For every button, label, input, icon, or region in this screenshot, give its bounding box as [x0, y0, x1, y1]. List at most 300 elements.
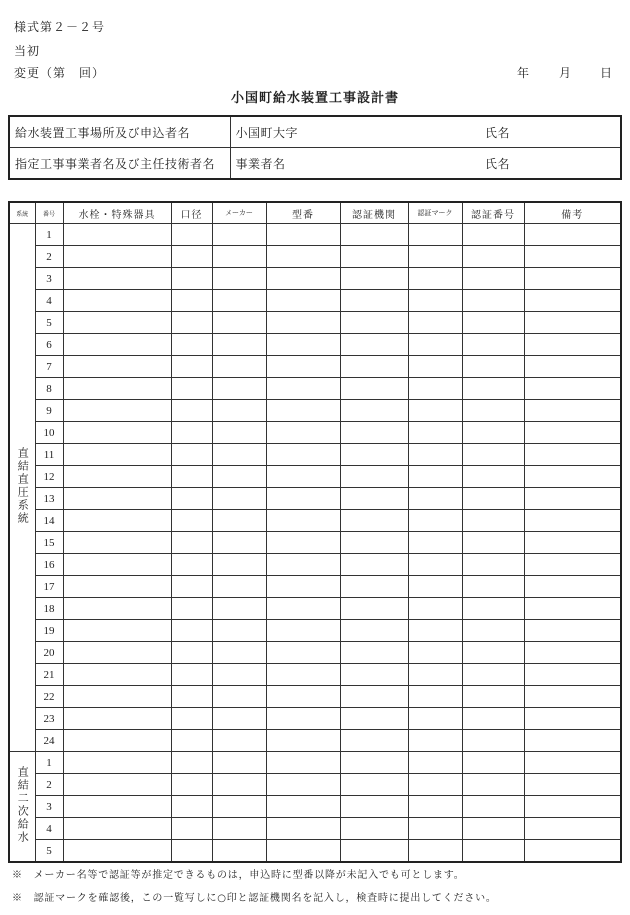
secondary-supply-system-label: 直結二次給水: [16, 766, 30, 844]
maker-cell[interactable]: [212, 642, 266, 664]
cert-number-cell[interactable]: [462, 532, 524, 554]
cert-body-cell[interactable]: [340, 312, 408, 334]
cert-mark-cell[interactable]: [408, 598, 462, 620]
cert-body-cell[interactable]: [340, 268, 408, 290]
col-header-model: 型番: [266, 202, 340, 224]
maker-cell[interactable]: [212, 818, 266, 840]
maker-cell[interactable]: [212, 466, 266, 488]
remarks-cell[interactable]: [524, 290, 621, 312]
cert-number-cell[interactable]: [462, 686, 524, 708]
cert-body-cell[interactable]: [340, 246, 408, 268]
fixture-cell[interactable]: [63, 642, 171, 664]
maker-cell[interactable]: [212, 840, 266, 863]
maker-cell[interactable]: [212, 312, 266, 334]
cert-body-cell[interactable]: [340, 224, 408, 246]
diameter-cell[interactable]: [171, 444, 212, 466]
direct-pressure-system-label: 直結直圧系統: [16, 447, 30, 525]
cert-body-cell[interactable]: [340, 488, 408, 510]
diameter-cell[interactable]: [171, 598, 212, 620]
remarks-cell[interactable]: [524, 664, 621, 686]
maker-cell[interactable]: [212, 664, 266, 686]
cert-mark-cell[interactable]: [408, 356, 462, 378]
maker-cell[interactable]: [212, 620, 266, 642]
remarks-cell[interactable]: [524, 246, 621, 268]
table-row: [9, 488, 621, 510]
model-cell[interactable]: [266, 400, 340, 422]
remarks-cell[interactable]: [524, 268, 621, 290]
cert-body-cell[interactable]: [340, 664, 408, 686]
cert-number-cell[interactable]: [462, 708, 524, 730]
cert-body-cell[interactable]: [340, 576, 408, 598]
cert-mark-cell[interactable]: [408, 312, 462, 334]
cert-number-cell[interactable]: [462, 598, 524, 620]
form-number: 様式第２－２号: [14, 20, 106, 34]
row-number: 6: [35, 334, 63, 356]
cert-body-cell[interactable]: [340, 642, 408, 664]
fixture-cell[interactable]: [63, 752, 171, 774]
row-number: 4: [35, 290, 63, 312]
model-cell[interactable]: [266, 576, 340, 598]
maker-cell[interactable]: [212, 708, 266, 730]
cert-mark-cell[interactable]: [408, 752, 462, 774]
table-row: [9, 312, 621, 334]
cert-number-cell[interactable]: [462, 796, 524, 818]
fixture-cell[interactable]: [63, 796, 171, 818]
table-row: [9, 642, 621, 664]
fixture-cell[interactable]: [63, 576, 171, 598]
row-number: 9: [35, 400, 63, 422]
remarks-cell[interactable]: [524, 466, 621, 488]
row-number: 11: [35, 444, 63, 466]
diameter-cell[interactable]: [171, 752, 212, 774]
table-row: [9, 840, 621, 863]
cert-body-cell[interactable]: [340, 752, 408, 774]
remarks-cell[interactable]: [524, 620, 621, 642]
maker-cell[interactable]: [212, 268, 266, 290]
cert-mark-cell[interactable]: [408, 730, 462, 752]
table-row: [9, 400, 621, 422]
table-row: [9, 224, 621, 246]
fixture-cell[interactable]: [63, 774, 171, 796]
model-cell[interactable]: [266, 554, 340, 576]
fixture-cell[interactable]: [63, 400, 171, 422]
model-cell[interactable]: [266, 708, 340, 730]
fixture-cell[interactable]: [63, 686, 171, 708]
table-row: [9, 532, 621, 554]
year-label: 年: [517, 66, 531, 80]
model-cell[interactable]: [266, 268, 340, 290]
month-label: 月: [559, 66, 573, 80]
fixture-cell[interactable]: [63, 312, 171, 334]
maker-cell[interactable]: [212, 510, 266, 532]
row-number: 4: [35, 818, 63, 840]
cert-mark-cell[interactable]: [408, 224, 462, 246]
cert-mark-cell[interactable]: [408, 642, 462, 664]
diameter-cell[interactable]: [171, 554, 212, 576]
cert-mark-cell[interactable]: [408, 400, 462, 422]
maker-cell[interactable]: [212, 598, 266, 620]
model-cell[interactable]: [266, 290, 340, 312]
col-header-cert-mark: 認証マーク: [408, 202, 462, 224]
maker-cell[interactable]: [212, 796, 266, 818]
cert-number-cell[interactable]: [462, 510, 524, 532]
model-cell[interactable]: [266, 642, 340, 664]
table-row: [9, 444, 621, 466]
cert-number-cell[interactable]: [462, 554, 524, 576]
cert-mark-cell[interactable]: [408, 334, 462, 356]
cert-number-cell[interactable]: [462, 268, 524, 290]
diameter-cell[interactable]: [171, 642, 212, 664]
model-cell[interactable]: [266, 664, 340, 686]
cert-number-cell[interactable]: [462, 752, 524, 774]
col-header-number: 番号: [35, 202, 63, 224]
diameter-cell[interactable]: [171, 510, 212, 532]
cert-number-cell[interactable]: [462, 818, 524, 840]
cert-number-cell[interactable]: [462, 334, 524, 356]
table-row: [9, 686, 621, 708]
table-row: [9, 422, 621, 444]
remarks-cell[interactable]: [524, 686, 621, 708]
cert-number-cell[interactable]: [462, 422, 524, 444]
diameter-cell[interactable]: [171, 488, 212, 510]
cert-mark-cell[interactable]: [408, 576, 462, 598]
model-cell[interactable]: [266, 532, 340, 554]
cert-number-cell[interactable]: [462, 224, 524, 246]
remarks-cell[interactable]: [524, 532, 621, 554]
fixture-cell[interactable]: [63, 422, 171, 444]
diameter-cell[interactable]: [171, 466, 212, 488]
cert-mark-cell[interactable]: [408, 532, 462, 554]
row-number: 13: [35, 488, 63, 510]
remarks-cell[interactable]: [524, 774, 621, 796]
diameter-cell[interactable]: [171, 422, 212, 444]
cert-body-cell[interactable]: [340, 730, 408, 752]
diameter-cell[interactable]: [171, 532, 212, 554]
remarks-cell[interactable]: [524, 356, 621, 378]
cert-body-cell[interactable]: [340, 598, 408, 620]
maker-cell[interactable]: [212, 730, 266, 752]
fixture-cell[interactable]: [63, 334, 171, 356]
model-cell[interactable]: [266, 422, 340, 444]
row-number: 1: [35, 224, 63, 246]
model-cell[interactable]: [266, 774, 340, 796]
row-number: 24: [35, 730, 63, 752]
cert-mark-cell[interactable]: [408, 488, 462, 510]
maker-cell[interactable]: [212, 774, 266, 796]
cert-mark-cell[interactable]: [408, 246, 462, 268]
remarks-cell[interactable]: [524, 642, 621, 664]
fixture-cell[interactable]: [63, 246, 171, 268]
fixture-cell[interactable]: [63, 290, 171, 312]
cert-mark-cell[interactable]: [408, 796, 462, 818]
col-header-remarks: 備考: [524, 202, 621, 224]
table-row: [9, 510, 621, 532]
site-address-field[interactable]: 小国町大字: [230, 116, 480, 148]
applicant-row: [9, 116, 621, 148]
diameter-cell[interactable]: [171, 356, 212, 378]
cert-body-cell[interactable]: [340, 774, 408, 796]
cert-number-cell[interactable]: [462, 488, 524, 510]
model-cell[interactable]: [266, 686, 340, 708]
model-cell[interactable]: [266, 312, 340, 334]
diameter-cell[interactable]: [171, 620, 212, 642]
cert-number-cell[interactable]: [462, 620, 524, 642]
cert-number-cell[interactable]: [462, 290, 524, 312]
fixture-cell[interactable]: [63, 840, 171, 863]
maker-cell[interactable]: [212, 532, 266, 554]
cert-number-cell[interactable]: [462, 466, 524, 488]
diameter-cell[interactable]: [171, 576, 212, 598]
cert-mark-cell[interactable]: [408, 268, 462, 290]
row-number: 15: [35, 532, 63, 554]
col-header-maker: メーカー: [212, 202, 266, 224]
table-row: [9, 356, 621, 378]
table-row: [9, 554, 621, 576]
diameter-cell[interactable]: [171, 312, 212, 334]
maker-cell[interactable]: [212, 488, 266, 510]
diameter-cell[interactable]: [171, 224, 212, 246]
row-number: 17: [35, 576, 63, 598]
applicant-name-field[interactable]: 氏名: [480, 116, 621, 148]
cert-mark-cell[interactable]: [408, 818, 462, 840]
cert-body-cell[interactable]: [340, 334, 408, 356]
row-number: 20: [35, 642, 63, 664]
diameter-cell[interactable]: [171, 774, 212, 796]
maker-cell[interactable]: [212, 576, 266, 598]
cert-body-cell[interactable]: [340, 290, 408, 312]
col-header-system: 系統: [9, 202, 35, 224]
remarks-cell[interactable]: [524, 554, 621, 576]
row-number: 3: [35, 796, 63, 818]
fixture-cell[interactable]: [63, 444, 171, 466]
remarks-cell[interactable]: [524, 598, 621, 620]
contractor-company-field[interactable]: 事業者名: [230, 148, 480, 180]
remarks-cell[interactable]: [524, 576, 621, 598]
model-cell[interactable]: [266, 488, 340, 510]
cert-body-cell[interactable]: [340, 620, 408, 642]
note-1: ※ メーカー名等で認証等が推定できるものは，申込時に型番以降が未記入でも可とします。: [12, 870, 465, 881]
diameter-cell[interactable]: [171, 686, 212, 708]
diameter-cell[interactable]: [171, 290, 212, 312]
direct-pressure-system-cell: [9, 224, 35, 752]
cert-body-cell[interactable]: [340, 378, 408, 400]
cert-body-cell[interactable]: [340, 422, 408, 444]
table-row: [9, 664, 621, 686]
row-number: 22: [35, 686, 63, 708]
row-number: 16: [35, 554, 63, 576]
fixture-cell[interactable]: [63, 818, 171, 840]
model-cell[interactable]: [266, 444, 340, 466]
model-cell[interactable]: [266, 334, 340, 356]
fixture-cell[interactable]: [63, 224, 171, 246]
table-row: [9, 708, 621, 730]
cert-mark-cell[interactable]: [408, 686, 462, 708]
table-row: [9, 598, 621, 620]
cert-number-cell[interactable]: [462, 246, 524, 268]
maker-cell[interactable]: [212, 224, 266, 246]
fixture-cell[interactable]: [63, 532, 171, 554]
cert-body-cell[interactable]: [340, 840, 408, 863]
model-cell[interactable]: [266, 730, 340, 752]
cert-mark-cell[interactable]: [408, 378, 462, 400]
cert-number-cell[interactable]: [462, 730, 524, 752]
remarks-cell[interactable]: [524, 378, 621, 400]
cert-body-cell[interactable]: [340, 796, 408, 818]
cert-number-cell[interactable]: [462, 642, 524, 664]
row-number: 5: [35, 840, 63, 863]
diameter-cell[interactable]: [171, 796, 212, 818]
cert-number-cell[interactable]: [462, 774, 524, 796]
cert-body-cell[interactable]: [340, 466, 408, 488]
diameter-cell[interactable]: [171, 378, 212, 400]
model-cell[interactable]: [266, 598, 340, 620]
remarks-cell[interactable]: [524, 224, 621, 246]
remarks-cell[interactable]: [524, 312, 621, 334]
cert-number-cell[interactable]: [462, 378, 524, 400]
row-number: 7: [35, 356, 63, 378]
cert-number-cell[interactable]: [462, 444, 524, 466]
cert-body-cell[interactable]: [340, 444, 408, 466]
fixture-cell[interactable]: [63, 664, 171, 686]
initial-label: 当初: [14, 44, 41, 58]
cert-mark-cell[interactable]: [408, 444, 462, 466]
change-label: 変更（第 回）: [14, 66, 106, 80]
remarks-cell[interactable]: [524, 708, 621, 730]
diameter-cell[interactable]: [171, 664, 212, 686]
model-cell[interactable]: [266, 796, 340, 818]
fixture-cell[interactable]: [63, 488, 171, 510]
table-row: [9, 334, 621, 356]
maker-cell[interactable]: [212, 752, 266, 774]
model-cell[interactable]: [266, 356, 340, 378]
diameter-cell[interactable]: [171, 730, 212, 752]
row-number: 8: [35, 378, 63, 400]
table-row: [9, 730, 621, 752]
diameter-cell[interactable]: [171, 246, 212, 268]
model-cell[interactable]: [266, 510, 340, 532]
table-row: [9, 466, 621, 488]
row-number: 1: [35, 752, 63, 774]
diameter-cell[interactable]: [171, 334, 212, 356]
cert-body-cell[interactable]: [340, 708, 408, 730]
model-cell[interactable]: [266, 840, 340, 863]
row-number: 12: [35, 466, 63, 488]
cert-mark-cell[interactable]: [408, 466, 462, 488]
remarks-cell[interactable]: [524, 444, 621, 466]
model-cell[interactable]: [266, 818, 340, 840]
model-cell[interactable]: [266, 378, 340, 400]
remarks-cell[interactable]: [524, 840, 621, 863]
row-number: 21: [35, 664, 63, 686]
cert-body-cell[interactable]: [340, 818, 408, 840]
model-cell[interactable]: [266, 224, 340, 246]
site-applicant-label: 給水装置工事場所及び申込者名: [9, 116, 230, 148]
diameter-cell[interactable]: [171, 818, 212, 840]
model-cell[interactable]: [266, 620, 340, 642]
row-number: 14: [35, 510, 63, 532]
diameter-cell[interactable]: [171, 400, 212, 422]
cert-body-cell[interactable]: [340, 532, 408, 554]
table-row: [9, 774, 621, 796]
maker-cell[interactable]: [212, 290, 266, 312]
maker-cell[interactable]: [212, 400, 266, 422]
diameter-cell[interactable]: [171, 840, 212, 863]
diameter-cell[interactable]: [171, 708, 212, 730]
fixture-cell[interactable]: [63, 620, 171, 642]
maker-cell[interactable]: [212, 246, 266, 268]
cert-mark-cell[interactable]: [408, 840, 462, 863]
cert-mark-cell[interactable]: [408, 620, 462, 642]
cert-body-cell[interactable]: [340, 686, 408, 708]
fixture-cell[interactable]: [63, 708, 171, 730]
row-number: 5: [35, 312, 63, 334]
cert-body-cell[interactable]: [340, 510, 408, 532]
table-row: [9, 796, 621, 818]
fixture-cell[interactable]: [63, 598, 171, 620]
cert-mark-cell[interactable]: [408, 290, 462, 312]
cert-mark-cell[interactable]: [408, 554, 462, 576]
applicant-table: [8, 115, 622, 180]
day-label: 日: [600, 66, 614, 80]
remarks-cell[interactable]: [524, 400, 621, 422]
maker-cell[interactable]: [212, 378, 266, 400]
cert-number-cell[interactable]: [462, 400, 524, 422]
cert-number-cell[interactable]: [462, 356, 524, 378]
cert-body-cell[interactable]: [340, 356, 408, 378]
remarks-cell[interactable]: [524, 752, 621, 774]
fixture-cell[interactable]: [63, 730, 171, 752]
maker-cell[interactable]: [212, 686, 266, 708]
cert-body-cell[interactable]: [340, 554, 408, 576]
fixture-cell[interactable]: [63, 356, 171, 378]
cert-number-cell[interactable]: [462, 576, 524, 598]
fixture-cell[interactable]: [63, 510, 171, 532]
cert-number-cell[interactable]: [462, 312, 524, 334]
remarks-cell[interactable]: [524, 488, 621, 510]
cert-number-cell[interactable]: [462, 840, 524, 863]
cert-mark-cell[interactable]: [408, 422, 462, 444]
cert-number-cell[interactable]: [462, 664, 524, 686]
fixture-cell[interactable]: [63, 466, 171, 488]
fixture-cell[interactable]: [63, 268, 171, 290]
remarks-cell[interactable]: [524, 818, 621, 840]
maker-cell[interactable]: [212, 554, 266, 576]
cert-body-cell[interactable]: [340, 400, 408, 422]
fixture-cell[interactable]: [63, 378, 171, 400]
engineer-name-field[interactable]: 氏名: [480, 148, 621, 180]
table-header-row: [9, 202, 621, 224]
maker-cell[interactable]: [212, 422, 266, 444]
maker-cell[interactable]: [212, 334, 266, 356]
fixture-cell[interactable]: [63, 554, 171, 576]
model-cell[interactable]: [266, 752, 340, 774]
contractor-row: [9, 148, 621, 180]
model-cell[interactable]: [266, 466, 340, 488]
remarks-cell[interactable]: [524, 730, 621, 752]
cert-mark-cell[interactable]: [408, 664, 462, 686]
maker-cell[interactable]: [212, 444, 266, 466]
remarks-cell[interactable]: [524, 796, 621, 818]
remarks-cell[interactable]: [524, 422, 621, 444]
cert-mark-cell[interactable]: [408, 510, 462, 532]
remarks-cell[interactable]: [524, 510, 621, 532]
remarks-cell[interactable]: [524, 334, 621, 356]
cert-mark-cell[interactable]: [408, 774, 462, 796]
cert-mark-cell[interactable]: [408, 708, 462, 730]
diameter-cell[interactable]: [171, 268, 212, 290]
model-cell[interactable]: [266, 246, 340, 268]
maker-cell[interactable]: [212, 356, 266, 378]
